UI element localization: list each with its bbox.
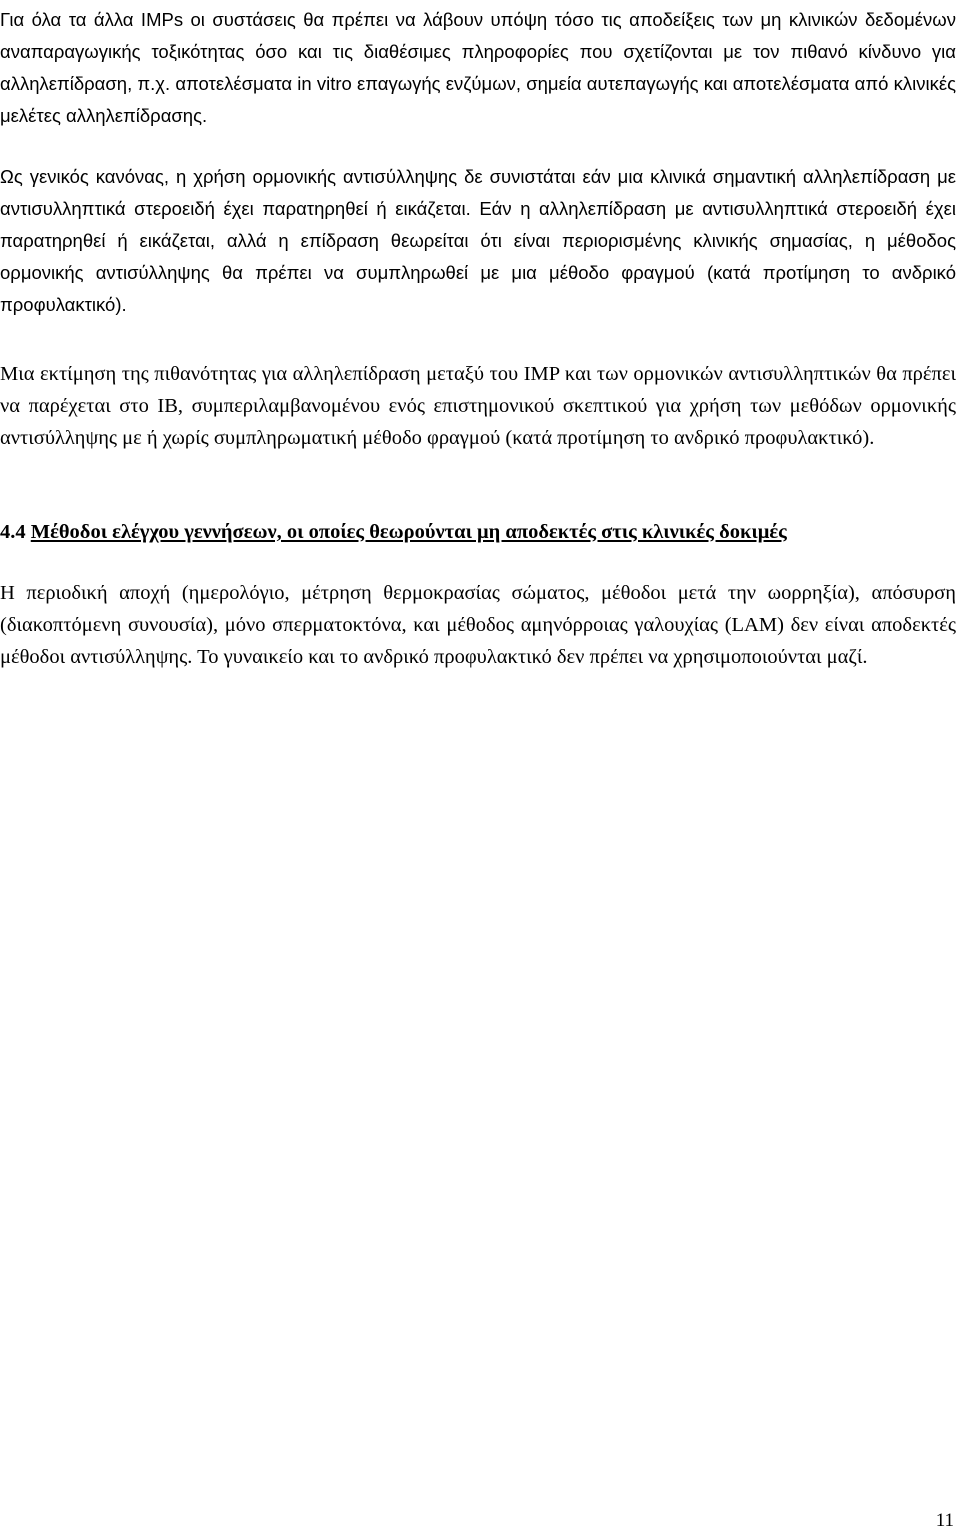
paragraph-interaction-assessment: Μια εκτίμηση της πιθανότητας για αλληλεπίδραση μεταξύ του IMP και των ορμονικών αντισυλληπτικών θα πρέπει να παρέχεται στο IB, συμπεριλαμβανομένου ενός επιστημονικού σκεπτικού για χρήση των μεθόδων ορμονικής αντισύλληψης με ή χωρίς συμπληρωματική μέθοδο φραγμού (κατά προτίμηση το ανδρικό προφυλακτικό). [0,363,956,449]
section-heading [0,516,960,548]
section-heading-number: 4.4 [0,521,26,543]
section-heading-title: Μέθοδοι ελέγχου γεννήσεων, οι οποίες θεωρούνται μη αποδεκτές στις κλινικές δοκιμές [30,521,787,543]
paragraph-general-rule: Ως γενικός κανόνας, η χρήση ορμονικής αντισύλληψης δε συνιστάται εάν μια κλινικά σημαντική αλληλεπίδραση με αντισυλληπτικά στεροειδή έχει παρατηρηθεί ή εικάζεται. Εάν η αλληλεπίδραση με αντισυλληπτικά στεροειδή έχει παρατηρηθεί ή εικάζεται, αλλά η επίδραση θεωρείται ότι είναι περιορισμένης κλινικής σημασίας, η μέθοδος ορμονικής αντισύλληψης θα πρέπει να συμπληρωθεί με μια μέθοδο φραγμού (κατά προτίμηση το ανδρικό προφυλακτικό). [0,166,956,315]
paragraph-unacceptable-methods: Η περιοδική αποχή (ημερολόγιο, μέτρηση θερμοκρασίας σώματος, μέθοδοι μετά την ωορρηξία), απόσυρση (διακοπτόμενη συνουσία), μόνο σπερματοκτόνα, και μέθοδος αμηνόρροιας γαλουχίας (LAM) δεν είναι αποδεκτές μέθοδοι αντισύλληψης. Το γυναικείο και το ανδρικό προφυλακτικό δεν πρέπει να χρησιμοποιούνται μαζί. [0,582,956,668]
paragraph-imps-recommendations: Για όλα τα άλλα IMPs οι συστάσεις θα πρέπει να λάβουν υπόψη τόσο τις αποδείξεις των μη κλινικών δεδομένων αναπαραγωγικής τοξικότητας όσο και τις διαθέσιμες πληροφορίες που σχετίζονται με τον πιθανό κίνδυνο για αλληλεπίδραση, π.χ. αποτελέσματα in vitro επαγωγής ενζύμων, σημεία αυτεπαγωγής και αποτελέσματα από κλινικές μελέτες αλληλεπίδρασης. [0,9,956,126]
page-number: 11 [935,1510,954,1531]
